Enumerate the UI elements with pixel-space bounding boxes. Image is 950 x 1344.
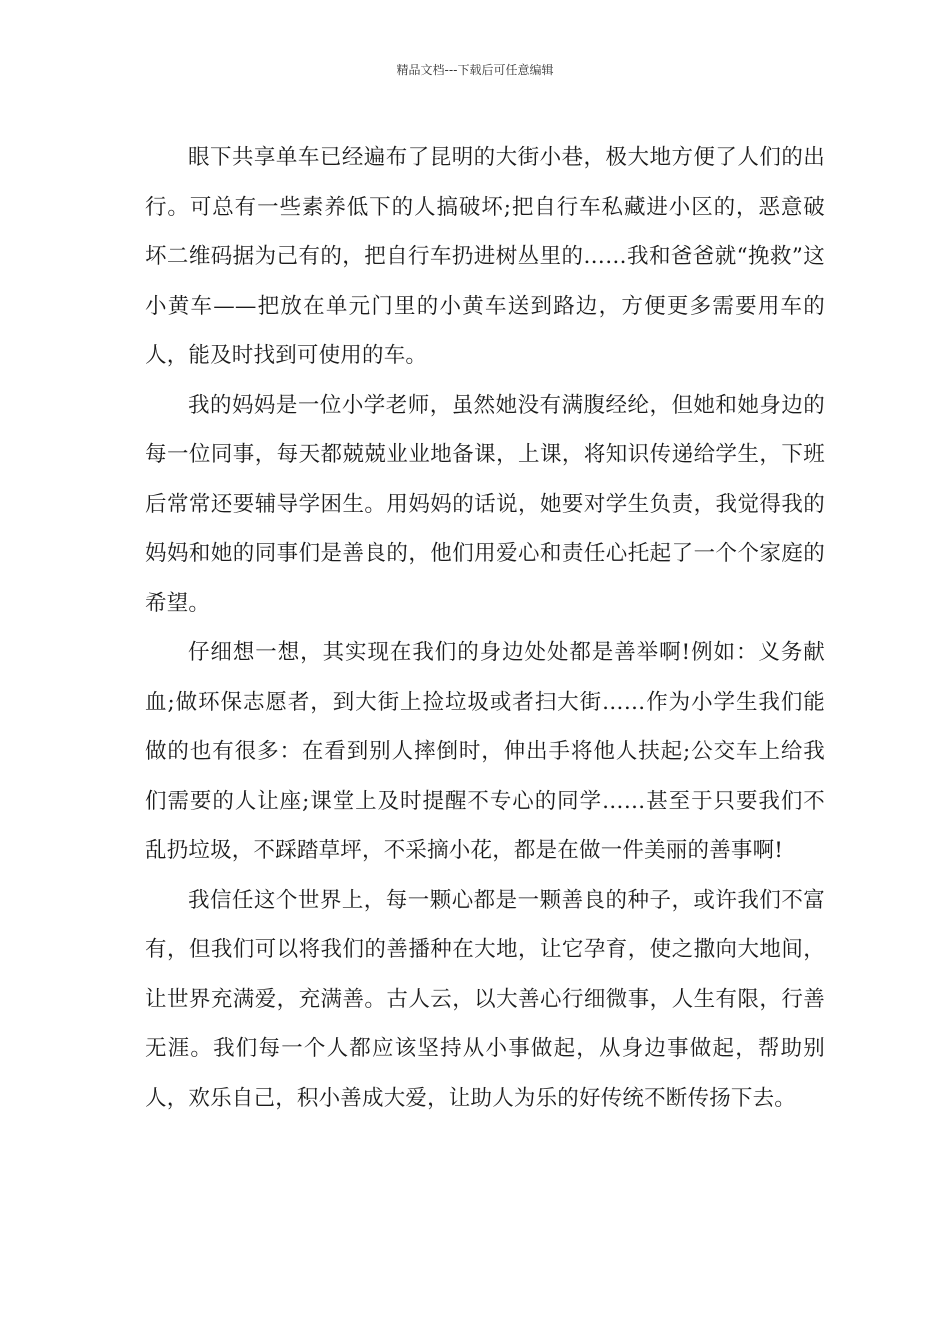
paragraph-4: 我信任这个世界上，每一颗心都是一颗善良的种子，或许我们不富有，但我们可以将我们的善播种在大地，让它孕育，使之撒向大地间，让世界充满爱，充满善。古人云，以大善心行细微事，人生有限，行善无涯。我们每一个人都应该坚持从小事做起，从身边事做起，帮助别人，欢乐自己，积小善成大爱，让助人为乐的好传统不断传扬下去。 bbox=[145, 887, 825, 1111]
paragraph-2: 我的妈妈是一位小学老师，虽然她没有满腹经纶，但她和她身边的每一位同事，每天都兢兢业业地备课，上课，将知识传递给学生，下班后常常还要辅导学困生。用妈妈的话说，她要对学生负责，我觉得我的妈妈和她的同事们是善良的，他们用爱心和责任心托起了一个个家庭的希望。 bbox=[145, 392, 825, 616]
document-body bbox=[145, 133, 825, 1123]
paragraph-3: 仔细想一想，其实现在我们的身边处处都是善举啊!例如：义务献血;做环保志愿者，到大街上捡垃圾或者扫大街……作为小学生我们能做的也有很多：在看到别人摔倒时，伸出手将他人扶起;公交车上给我们需要的人让座;课堂上及时提醒不专心的同学……甚至于只要我们不乱扔垃圾，不踩踏草坪，不采摘小花，都是在做一件美丽的善事啊! bbox=[145, 640, 825, 863]
paragraph-1: 眼下共享单车已经遍布了昆明的大街小巷，极大地方便了人们的出行。可总有一些素养低下的人搞破坏;把自行车私藏进小区的，恶意破坏二维码据为己有的，把自行车扔进树丛里的……我和爸爸就“挽救”这小黄车——把放在单元门里的小黄车送到路边，方便更多需要用车的人，能及时找到可使用的车。 bbox=[145, 145, 825, 368]
page-header: 精品文档---下载后可任意编辑 bbox=[396, 63, 554, 77]
